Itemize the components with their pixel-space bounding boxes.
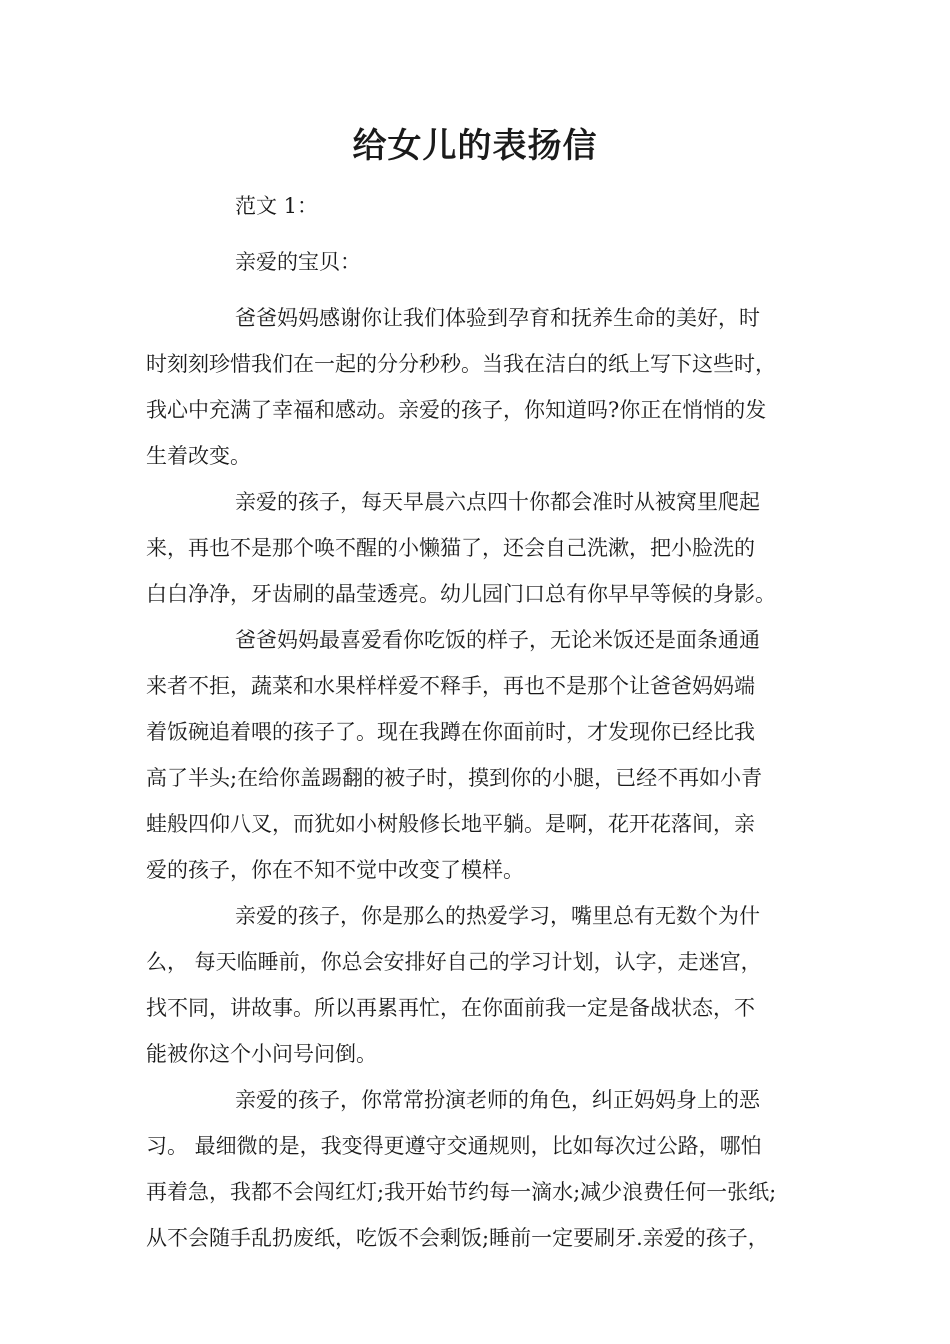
- sample-label: 范文 1：: [235, 194, 319, 218]
- paragraph-line: 能被你这个小问号问倒。: [146, 1042, 377, 1066]
- paragraph-line: 爱的孩子，你在不知不觉中改变了模样。: [146, 858, 524, 882]
- paragraph-line: 生着改变。: [146, 444, 251, 468]
- paragraph-line: 爸爸妈妈感谢你让我们体验到孕育和抚养生命的美好，时: [235, 306, 760, 330]
- paragraph-line: 亲爱的孩子，你是那么的热爱学习，嘴里总有无数个为什: [235, 904, 760, 928]
- paragraph-line: 来，再也不是那个唤不醒的小懒猫了，还会自己洗漱，把小脸洗的: [146, 536, 755, 560]
- paragraph-line: 么， 每天临睡前，你总会安排好自己的学习计划，认字，走迷宫，: [146, 950, 762, 974]
- paragraph-line: 白白净净，牙齿刷的晶莹透亮。幼儿园门口总有你早早等候的身影。: [146, 582, 776, 606]
- paragraph-line: 我心中充满了幸福和感动。亲爱的孩子，你知道吗?你正在悄悄的发: [146, 398, 767, 422]
- paragraph-line: 蛙般四仰八叉，而犹如小树般修长地平躺。是啊，花开花落间，亲: [146, 812, 755, 836]
- paragraph-line: 着饭碗追着喂的孩子了。现在我蹲在你面前时，才发现你已经比我: [146, 720, 755, 744]
- paragraph-line: 亲爱的孩子，你常常扮演老师的角色，纠正妈妈身上的恶: [235, 1088, 760, 1112]
- paragraph-line: 时刻刻珍惜我们在一起的分分秒秒。当我在洁白的纸上写下这些时，: [146, 352, 776, 376]
- paragraph-line: 来者不拒，蔬菜和水果样样爱不释手，再也不是那个让爸爸妈妈端: [146, 674, 755, 698]
- paragraph-line: 再着急，我都不会闯红灯;我开始节约每一滴水;减少浪费任何一张纸;: [146, 1180, 777, 1204]
- paragraph-line: 高了半头;在给你盖踢翻的被子时，摸到你的小腿，已经不再如小青: [146, 766, 763, 790]
- paragraph-line: 从不会随手乱扔废纸，吃饭不会剩饭;睡前一定要刷牙.亲爱的孩子，: [146, 1226, 769, 1250]
- paragraph-line: 找不同，讲故事。所以再累再忙，在你面前我一定是备战状态，不: [146, 996, 755, 1020]
- salutation: 亲爱的宝贝：: [235, 250, 361, 274]
- document-body: [146, 183, 806, 1261]
- paragraph-line: 习。 最细微的是，我变得更遵守交通规则，比如每次过公路，哪怕: [146, 1134, 762, 1158]
- paragraph-line: 亲爱的孩子，每天早晨六点四十你都会准时从被窝里爬起: [235, 490, 760, 514]
- paragraph-line: 爸爸妈妈最喜爱看你吃饭的样子，无论米饭还是面条通通: [235, 628, 760, 652]
- document-title: 给女儿的表扬信: [352, 126, 598, 166]
